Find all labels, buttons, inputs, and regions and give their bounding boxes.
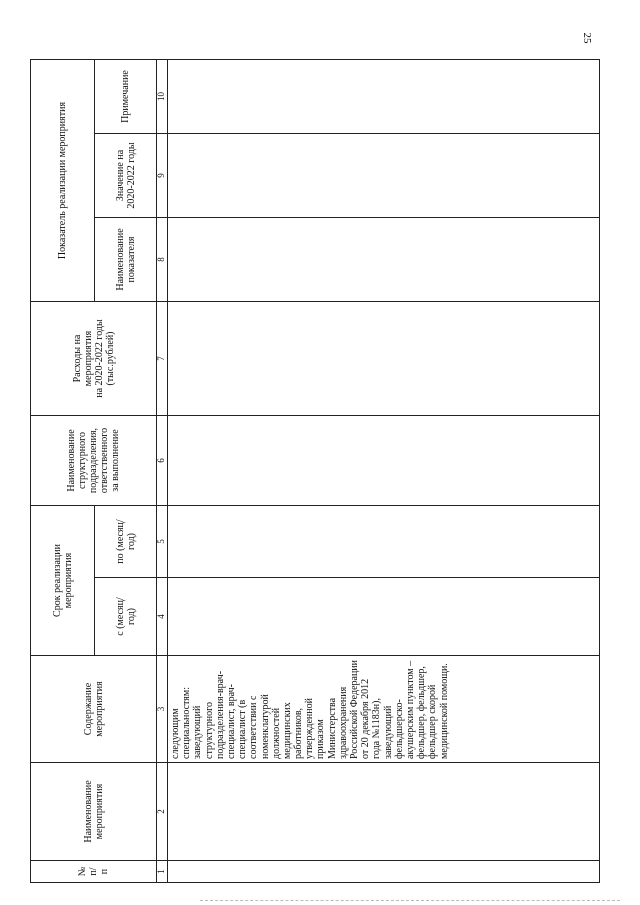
column-number-row	[157, 59, 168, 882]
column-number: 8	[157, 218, 168, 302]
row-indicator-value-cell	[168, 134, 600, 218]
column-number: 5	[157, 506, 168, 578]
header-activity-name: Наименование мероприятия	[31, 763, 157, 861]
activities-table	[30, 59, 600, 883]
header-number: № п/ п	[31, 861, 157, 883]
row-number-cell	[168, 861, 600, 883]
header-end-date: по (месяц/ год)	[95, 506, 157, 578]
row-activity-content-cell: следующим специальностям: заведующий структурного подразделения-врач-специалист, врач-специалист (в соответствии с номенклатурой должностей медицинских работников, утвержденной приказом Министерства здравоохранения Российской Федерации от 20 декабря 2012 года №1183н), заведующий фельдшерско-акушерским пунктом – фельдшер, фельдшер, фельдшер скорой медицинской помощи.	[168, 656, 600, 763]
column-number: 7	[157, 302, 168, 416]
header-start-date: с (месяц/ год)	[95, 578, 157, 656]
header-period-group: Срок реализации мероприятия	[31, 506, 95, 656]
column-number: 4	[157, 578, 168, 656]
table-row	[168, 59, 600, 882]
row-expenses-cell	[168, 302, 600, 416]
footer-dashed-line	[200, 900, 620, 903]
header-activity-content: Содержание мероприятия	[31, 656, 157, 763]
header-note: Примечание	[95, 59, 157, 133]
rotated-table-wrapper	[30, 60, 600, 883]
header-expenses: Расходы на мероприятия на 2020-2022 годы (тыс.рублей)	[31, 302, 157, 416]
table-area	[30, 60, 600, 883]
row-indicator-name-cell	[168, 218, 600, 302]
column-number: 9	[157, 134, 168, 218]
column-number: 2	[157, 763, 168, 861]
header-indicator-value: Значение на 2020-2022 годы	[95, 134, 157, 218]
header-indicator-name: Наименование показателя	[95, 218, 157, 302]
row-start-date-cell	[168, 578, 600, 656]
header-responsible-unit: Наименование структурного подразделения, ответственного за выполнение	[31, 416, 157, 506]
header-indicator-group: Показатель реализации мероприятия	[31, 59, 95, 301]
row-activity-name-cell	[168, 763, 600, 861]
column-number: 10	[157, 59, 168, 133]
column-number: 1	[157, 861, 168, 883]
column-number: 3	[157, 656, 168, 763]
row-end-date-cell	[168, 506, 600, 578]
page-number: 25	[581, 32, 593, 44]
column-number: 6	[157, 416, 168, 506]
row-responsible-cell	[168, 416, 600, 506]
row-note-cell	[168, 59, 600, 133]
